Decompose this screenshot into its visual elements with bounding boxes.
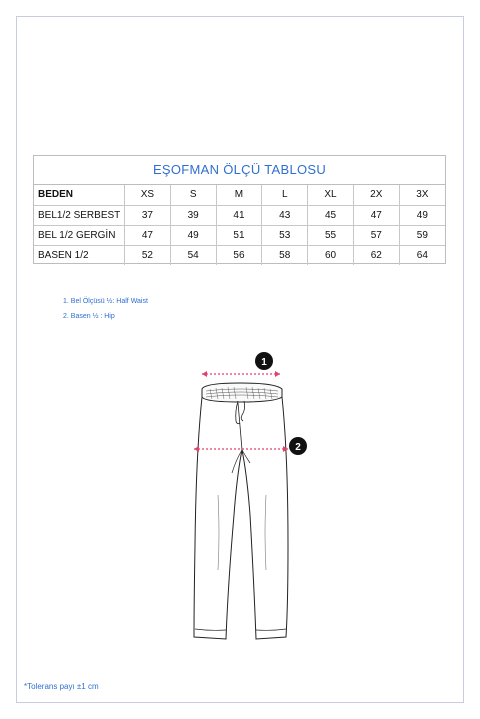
table-cell: 52 bbox=[125, 245, 171, 265]
table-cell: 47 bbox=[125, 225, 171, 245]
pants-diagram bbox=[180, 345, 310, 650]
table-title: EŞOFMAN ÖLÇÜ TABLOSU bbox=[34, 156, 445, 185]
half-waist-measure-line bbox=[202, 371, 280, 377]
table-cell: 56 bbox=[216, 245, 262, 265]
table-cell: 47 bbox=[353, 205, 399, 225]
header-cell: 2X bbox=[353, 185, 399, 205]
table-cell: 54 bbox=[170, 245, 216, 265]
pants-outline bbox=[194, 397, 288, 639]
table-cell: 49 bbox=[399, 205, 445, 225]
header-cell: L bbox=[262, 185, 308, 205]
marker-1 bbox=[255, 352, 273, 370]
table-cell: 51 bbox=[216, 225, 262, 245]
legend-hip: 2. Basen ½ : Hip bbox=[63, 313, 115, 320]
table-row bbox=[34, 225, 445, 245]
marker-2 bbox=[289, 437, 307, 455]
table-cell: 58 bbox=[262, 245, 308, 265]
size-chart-table bbox=[33, 155, 446, 264]
table-cell: 57 bbox=[353, 225, 399, 245]
table-cell: 45 bbox=[308, 205, 354, 225]
table-cell: 62 bbox=[353, 245, 399, 265]
row-label: BASEN 1/2 bbox=[34, 245, 125, 265]
table-cell: 64 bbox=[416, 249, 428, 261]
header-cell: XS bbox=[125, 185, 171, 205]
row-label: BEL 1/2 GERGİN bbox=[34, 225, 125, 245]
table-cell: 41 bbox=[216, 205, 262, 225]
table-cell: 59 bbox=[399, 225, 445, 245]
marker-2-label: 2 bbox=[295, 442, 301, 453]
header-cell: S bbox=[170, 185, 216, 205]
waistband bbox=[202, 383, 282, 402]
table-cell: 43 bbox=[262, 205, 308, 225]
table-cell: 55 bbox=[308, 225, 354, 245]
pants-illustration bbox=[180, 345, 310, 650]
header-cell: XL bbox=[308, 185, 354, 205]
header-cell: M bbox=[216, 185, 262, 205]
table-row bbox=[34, 245, 445, 265]
table-cell: 39 bbox=[170, 205, 216, 225]
table-cell: 49 bbox=[170, 225, 216, 245]
table-header-row bbox=[34, 185, 445, 205]
row-label: BEL1/2 SERBEST bbox=[34, 205, 125, 225]
table-cell: 60 bbox=[308, 245, 354, 265]
header-cell: 3X bbox=[399, 185, 445, 205]
marker-1-label: 1 bbox=[261, 357, 267, 368]
size-grid bbox=[34, 185, 445, 265]
table-row bbox=[34, 205, 445, 225]
legend-half-waist: 1. Bel Ölçüsü ½: Half Waist bbox=[63, 298, 148, 305]
drawstring bbox=[236, 401, 245, 424]
tolerance-note: *Tolerans payı ±1 cm bbox=[24, 682, 99, 691]
table-cell: 53 bbox=[262, 225, 308, 245]
table-cell: 37 bbox=[125, 205, 171, 225]
header-cell: BEDEN bbox=[34, 185, 125, 205]
